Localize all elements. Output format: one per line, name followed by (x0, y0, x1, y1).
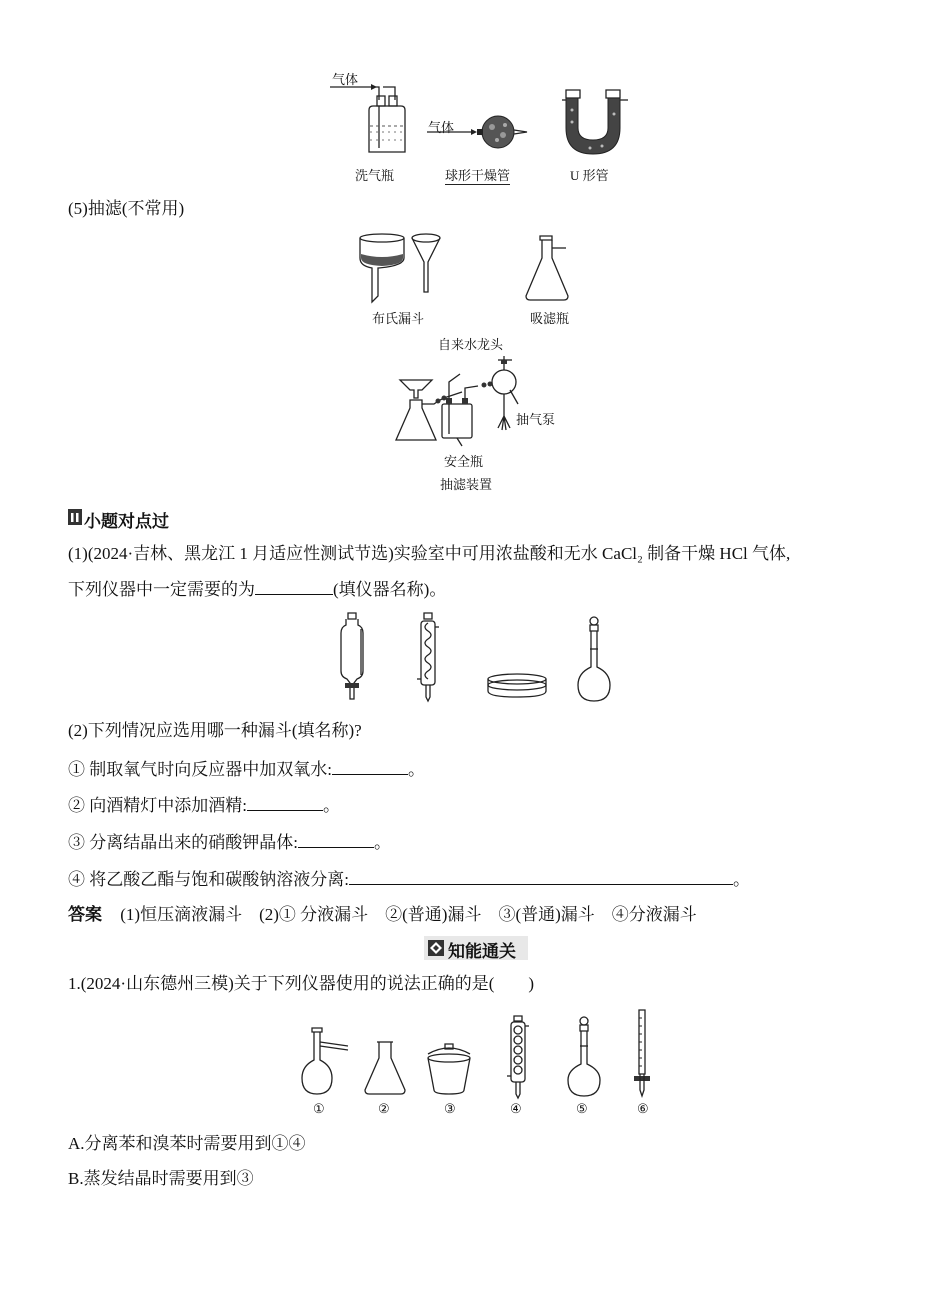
q2-item-4-text: ④ 将乙酸乙酯与饱和碳酸钠溶液分离: (68, 870, 349, 889)
zhineng-q1: 1.(2024·山东德州三模)关于下列仪器使用的说法正确的是( ) (68, 974, 535, 993)
q2-item-1 (68, 758, 425, 781)
gas-washing-bottle-icon (325, 70, 415, 160)
instrument-number-2: ② (378, 1101, 390, 1116)
buchner-funnel-icon (358, 232, 448, 312)
distillation-flask-icon (298, 1028, 354, 1098)
section5-title: (5)抽滤(不常用) (68, 199, 185, 218)
q2-item-3-text: ③ 分离结晶出来的硝酸钾晶体: (68, 833, 298, 852)
instrument-number-5: ⑤ (576, 1101, 588, 1116)
drying-tube-icon (425, 115, 535, 155)
caption-drying-tube: 球形干燥管 (445, 165, 510, 185)
section-mark-icon (68, 509, 82, 525)
diamond-icon (428, 940, 444, 956)
volumetric-flask-2-icon (564, 1016, 604, 1100)
zhineng-header-title: 知能通关 (448, 942, 516, 962)
q1-suffix: (填仪器名称)。 (333, 580, 447, 599)
instrument-number-4: ④ (510, 1101, 522, 1116)
instrument-number-6: ⑥ (637, 1101, 649, 1116)
filter-flask-icon (522, 234, 582, 304)
label-pump: 抽气泵 (516, 412, 556, 427)
q2-item-3 (68, 831, 391, 854)
q1-answer-blank[interactable] (255, 578, 333, 595)
q2-item-4-blank[interactable] (349, 868, 733, 885)
instrument-number-1: ① (313, 1101, 325, 1116)
q2-item-4 (68, 868, 750, 891)
label-safety-bottle: 安全瓶 (444, 454, 484, 469)
q2-item-4-end: 。 (732, 870, 750, 889)
q1-line2 (68, 578, 446, 601)
q2-item-1-end: 。 (407, 760, 425, 779)
q2-item-2-end: 。 (322, 796, 340, 815)
zhineng-header (424, 936, 528, 960)
caption-suction-device: 抽滤装置 (440, 477, 493, 492)
constant-pressure-funnel-icon (337, 613, 367, 703)
q2-item-1-text: ① 制取氧气时向反应器中加双氧水: (68, 760, 332, 779)
u-tube-icon (560, 88, 630, 158)
spherical-condenser-icon (506, 1016, 530, 1100)
q2-item-2 (68, 794, 340, 817)
caption-gas-washing-bottle: 洗气瓶 (355, 168, 395, 183)
conical-flask-icon (362, 1040, 408, 1096)
answer-label: 答案 (68, 905, 102, 925)
option-a: A.分离苯和溴苯时需要用到①④ (68, 1134, 306, 1153)
gas-label: 气体 (428, 120, 455, 135)
suction-filtration-setup-icon (392, 352, 562, 447)
q2-item-3-end: 。 (373, 833, 391, 852)
answer-text: (1)恒压滴液漏斗 (2)① 分液漏斗 ②(普通)漏斗 ③(普通)漏斗 ④分液漏斗 (120, 905, 697, 924)
q2-item-1-blank[interactable] (332, 758, 408, 775)
q2-item-2-blank[interactable] (247, 794, 323, 811)
q2-stem: (2)下列情况应选用哪一种漏斗(填名称)? (68, 721, 362, 740)
answer-line (68, 904, 697, 926)
q2-item-2-text: ② 向酒精灯中添加酒精: (68, 796, 247, 815)
gas-label: 气体 (332, 72, 359, 87)
burette-icon (632, 1010, 652, 1100)
instrument-number-3: ③ (444, 1101, 456, 1116)
caption-buchner-funnel: 布氏漏斗 (372, 311, 425, 326)
option-b: B.蒸发结晶时需要用到③ (68, 1169, 254, 1188)
caption-filter-flask: 吸滤瓶 (530, 311, 570, 326)
crucible-icon (424, 1044, 474, 1096)
label-tap: 自来水龙头 (438, 337, 504, 352)
volumetric-flask-icon (574, 615, 614, 705)
practice-header-title: 小题对点过 (84, 512, 169, 532)
caption-u-tube: U 形管 (570, 168, 609, 183)
evaporating-dish-icon (486, 673, 548, 703)
q2-item-3-blank[interactable] (298, 831, 374, 848)
q1-prompt: 下列仪器中一定需要的为 (68, 580, 255, 599)
q1-line1: (1)(2024·吉林、黑龙江 1 月适应性测试节选)实验室中可用浓盐酸和无水 CaCl₂ 制备干燥 HCl 气体, (68, 544, 791, 563)
condenser-icon (416, 613, 440, 703)
